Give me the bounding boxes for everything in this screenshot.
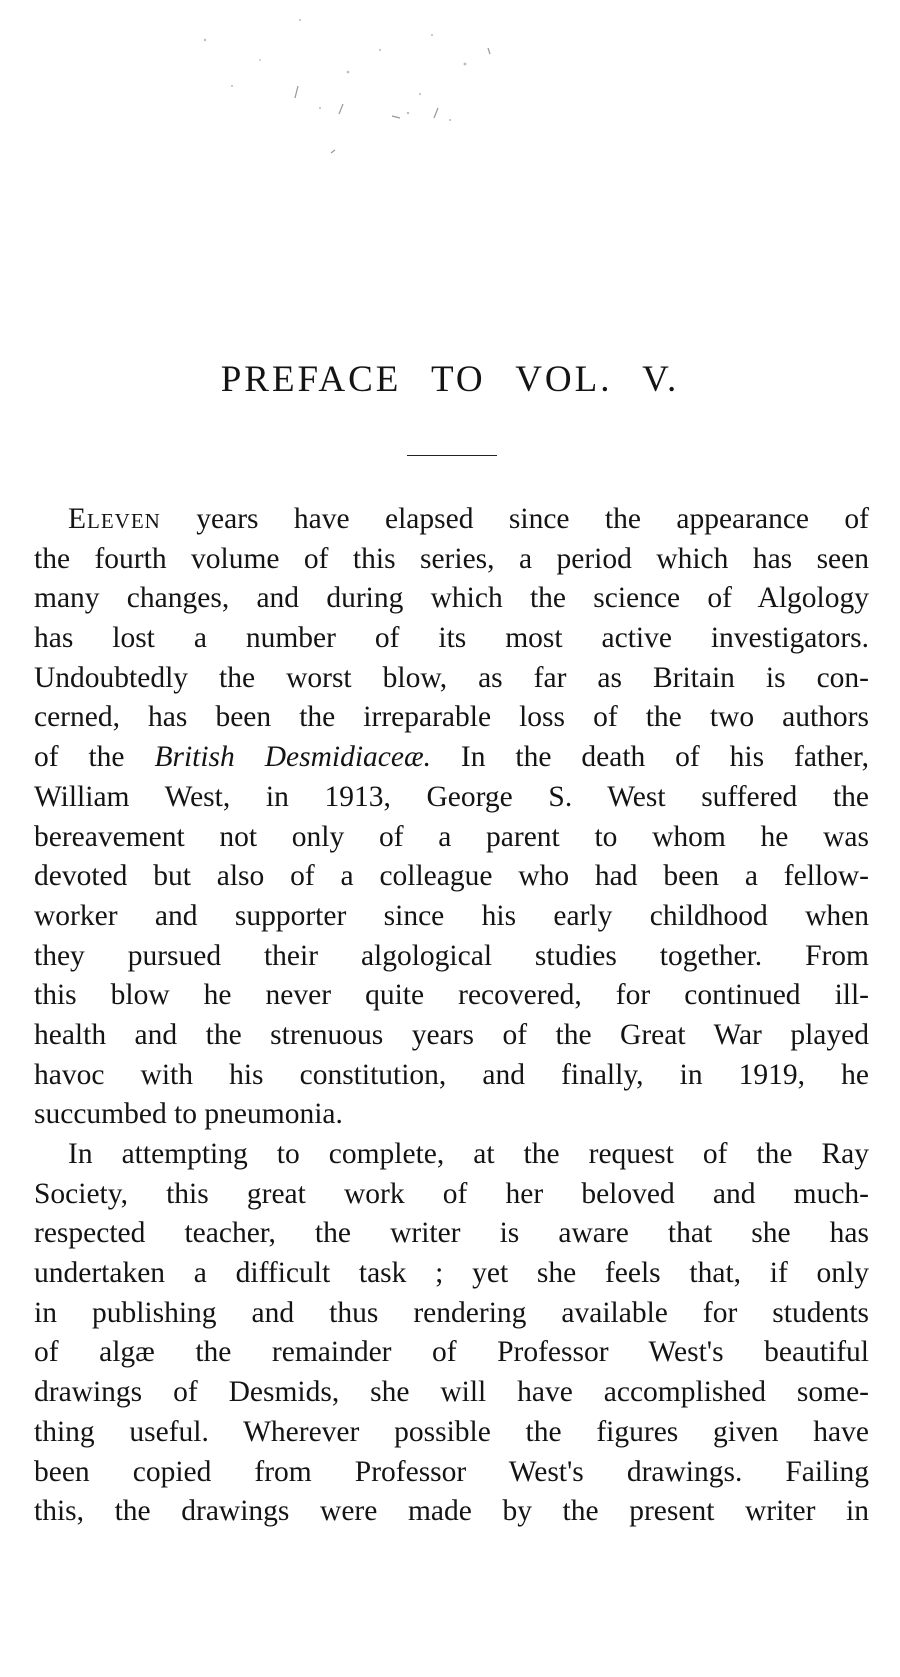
text-line: respected teacher, the writer is aware that she has bbox=[34, 1217, 869, 1250]
text-line: of algæ the remainder of Professor West's beautiful bbox=[34, 1336, 869, 1369]
text-line: William West, in 1913, George S. West suffered the bbox=[34, 780, 869, 813]
text-line: has lost a number of its most active investigators. bbox=[34, 622, 869, 655]
title-rule bbox=[407, 455, 497, 456]
text-line: Undoubtedly the worst blow, as far as Britain is con- bbox=[34, 661, 869, 694]
text-line: havoc with his constitution, and finally, in 1919, he bbox=[34, 1058, 869, 1091]
text-line: health and the strenuous years of the Great War played bbox=[34, 1018, 869, 1051]
line-text: years have elapsed since the appearance of bbox=[160, 503, 869, 535]
text-line: bereavement not only of a parent to whom he was bbox=[34, 820, 869, 853]
text-line: devoted but also of a colleague who had been a fellow- bbox=[34, 860, 869, 893]
paragraph-1 bbox=[34, 500, 869, 1135]
text-line: Society, this great work of her beloved and much- bbox=[34, 1177, 869, 1210]
text-line: many changes, and during which the science of Algology bbox=[34, 582, 869, 615]
line-text: of the bbox=[34, 741, 155, 774]
book-title-italic: British Desmidiaceæ. bbox=[154, 741, 432, 774]
drop-word: Eleven bbox=[68, 503, 161, 535]
text-line: In attempting to complete, at the request of the Ray bbox=[68, 1138, 869, 1170]
text-line: undertaken a difficult task ; yet she feels that, if only bbox=[34, 1257, 869, 1290]
text-line: they pursued their algological studies together. From bbox=[34, 939, 869, 972]
text-line: worker and supporter since his early childhood when bbox=[34, 899, 869, 932]
text-line: this blow he never quite recovered, for continued ill- bbox=[34, 979, 869, 1012]
text-line bbox=[34, 500, 869, 540]
text-line: been copied from Professor West's drawings. Failing bbox=[34, 1455, 869, 1488]
preface-body bbox=[34, 500, 869, 1532]
text-line: in publishing and thus rendering available for students bbox=[34, 1296, 869, 1329]
text-line: cerned, has been the irreparable loss of the two authors bbox=[34, 701, 869, 734]
text-line: drawings of Desmids, she will have accomplished some- bbox=[34, 1376, 869, 1409]
paragraph-2 bbox=[34, 1135, 869, 1532]
text-line: the fourth volume of this series, a period which has seen bbox=[34, 542, 869, 575]
paper-specks bbox=[170, 0, 530, 170]
text-line: this, the drawings were made by the present writer in bbox=[34, 1495, 869, 1528]
text-line: succumbed to pneumonia. bbox=[34, 1098, 343, 1131]
text-line: thing useful. Wherever possible the figures given have bbox=[34, 1415, 869, 1448]
text-line bbox=[34, 738, 869, 778]
page-title: PREFACE TO VOL. V. bbox=[220, 359, 680, 400]
line-text: In the death of his father, bbox=[431, 741, 869, 774]
